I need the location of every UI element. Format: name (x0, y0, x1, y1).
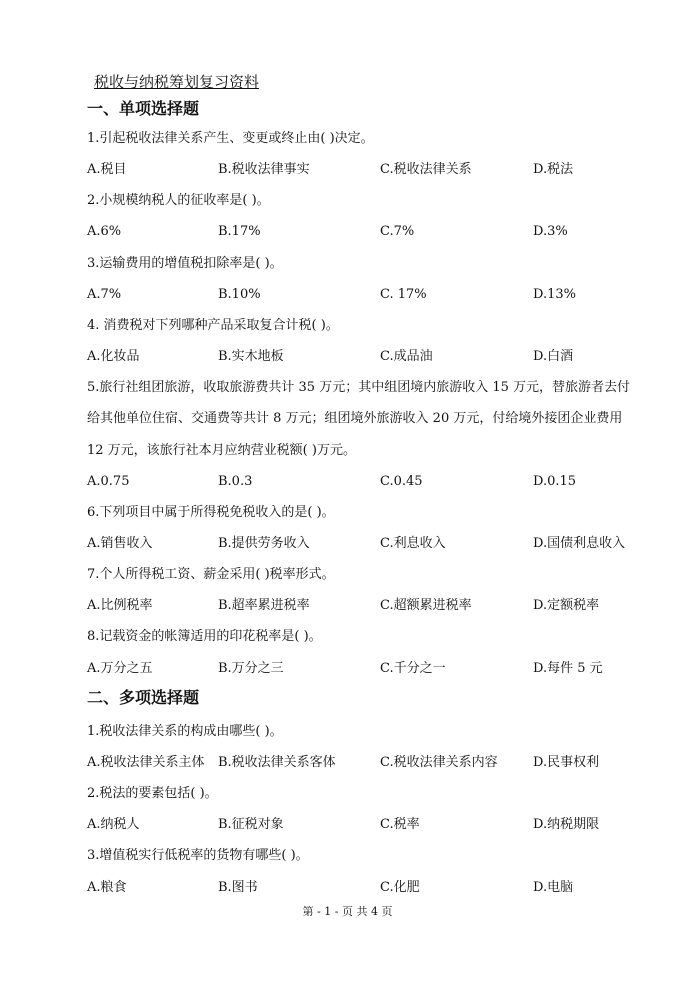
options-row (87, 222, 665, 242)
option-c: C.0.45 (380, 473, 423, 489)
question-text-line: 12 万元，该旅行社本月应纳营业税额( )万元。 (87, 442, 356, 458)
options-row (87, 878, 665, 898)
section-heading-multiple-choice: 二、多项选择题 (87, 687, 200, 707)
option-b: B.实木地板 (218, 349, 284, 365)
options-row (87, 347, 665, 367)
option-a: A.粮食 (87, 879, 127, 895)
question-text: 8.记载资金的帐簿适用的印花税率是( )。 (87, 629, 322, 645)
options-row (87, 753, 665, 773)
option-a: A.税收法律关系主体 (87, 755, 205, 770)
option-a: A.化妆品 (87, 349, 140, 365)
option-c: C.税收法律关系 (380, 162, 472, 178)
option-d: D.税法 (533, 162, 574, 178)
question-text: 3.增值税实行低税率的货物有哪些( )。 (87, 848, 309, 864)
option-c: C.千分之一 (380, 660, 446, 676)
options-row (87, 534, 665, 554)
question-text-line: 给其他单位住宿、交通费等共计 8 万元；组团境外旅游收入 20 万元，付给境外接团企业费用 (87, 411, 623, 427)
option-c: C.成品油 (380, 349, 433, 365)
option-d: D.白酒 (533, 349, 574, 365)
option-c: C.7% (380, 224, 415, 240)
option-c: C.超额累进税率 (380, 598, 472, 614)
option-d: D.民事权利 (533, 755, 600, 770)
question-text: 2.小规模纳税人的征收率是( )。 (87, 193, 270, 209)
option-b: B.税收法律关系客体 (218, 755, 336, 770)
option-d: D.每件 5 元 (533, 660, 603, 676)
options-row (87, 472, 665, 492)
question-text: 3.运输费用的增值税扣除率是( )。 (87, 255, 283, 271)
option-b: B.征税对象 (218, 817, 284, 833)
option-b: B.提供劳务收入 (218, 535, 310, 551)
option-b: B.17% (218, 224, 261, 240)
option-a: A.0.75 (87, 473, 130, 489)
options-row (87, 659, 665, 679)
option-d: D.13% (533, 286, 576, 302)
document-title: 税收与纳税筹划复习资料 (94, 73, 260, 91)
option-b: B.超率累进税率 (218, 598, 310, 614)
options-row (87, 285, 665, 305)
option-d: D.纳税期限 (533, 817, 600, 833)
page-footer: 第 - 1 - 页 共 4 页 (302, 905, 393, 918)
option-a: A.比例税率 (87, 598, 153, 614)
question-text: 1.引起税收法律关系产生、变更或终止由( )决定。 (87, 131, 374, 146)
option-d: D.0.15 (533, 473, 577, 489)
question-text: 6.下列项目中属于所得税免税收入的是( )。 (87, 504, 335, 520)
option-b: B.0.3 (218, 473, 253, 489)
section-heading-single-choice: 一、单项选择题 (87, 99, 200, 118)
option-c: C.利息收入 (380, 535, 446, 551)
option-d: D.国债利息收入 (533, 535, 626, 551)
option-d: D.定额税率 (533, 598, 600, 614)
option-b: B.10% (218, 286, 261, 302)
option-b: B.万分之三 (218, 660, 284, 676)
option-a: A.7% (87, 286, 122, 302)
question-text: 4. 消费税对下列哪种产品采取复合计税( )。 (87, 317, 339, 333)
question-text: 1.税收法律关系的构成由哪些( )。 (87, 723, 283, 739)
option-c: C.税率 (380, 817, 420, 833)
option-a: A.6% (87, 224, 122, 240)
option-c: C.税收法律关系内容 (380, 755, 498, 770)
options-row (87, 596, 665, 616)
option-c: C. 17% (380, 286, 427, 302)
option-a: A.销售收入 (87, 535, 153, 551)
question-text: 2.税法的要素包括( )。 (87, 786, 218, 802)
option-c: C.化肥 (380, 879, 420, 895)
question-text-line: 5.旅行社组团旅游，收取旅游费共计 35 万元；其中组团境内旅游收入 15 万元，替旅游者去付 (87, 380, 631, 396)
option-d: D.电脑 (533, 879, 574, 895)
options-row (87, 815, 665, 835)
option-a: A.万分之五 (87, 660, 153, 676)
option-b: B.税收法律事实 (218, 162, 310, 178)
option-d: D.3% (533, 224, 568, 240)
options-row (87, 160, 665, 180)
option-a: A.纳税人 (87, 817, 140, 833)
option-a: A.税目 (87, 162, 127, 178)
option-b: B.图书 (218, 879, 258, 895)
question-text: 7.个人所得税工资、薪金采用( )税率形式。 (87, 567, 335, 583)
